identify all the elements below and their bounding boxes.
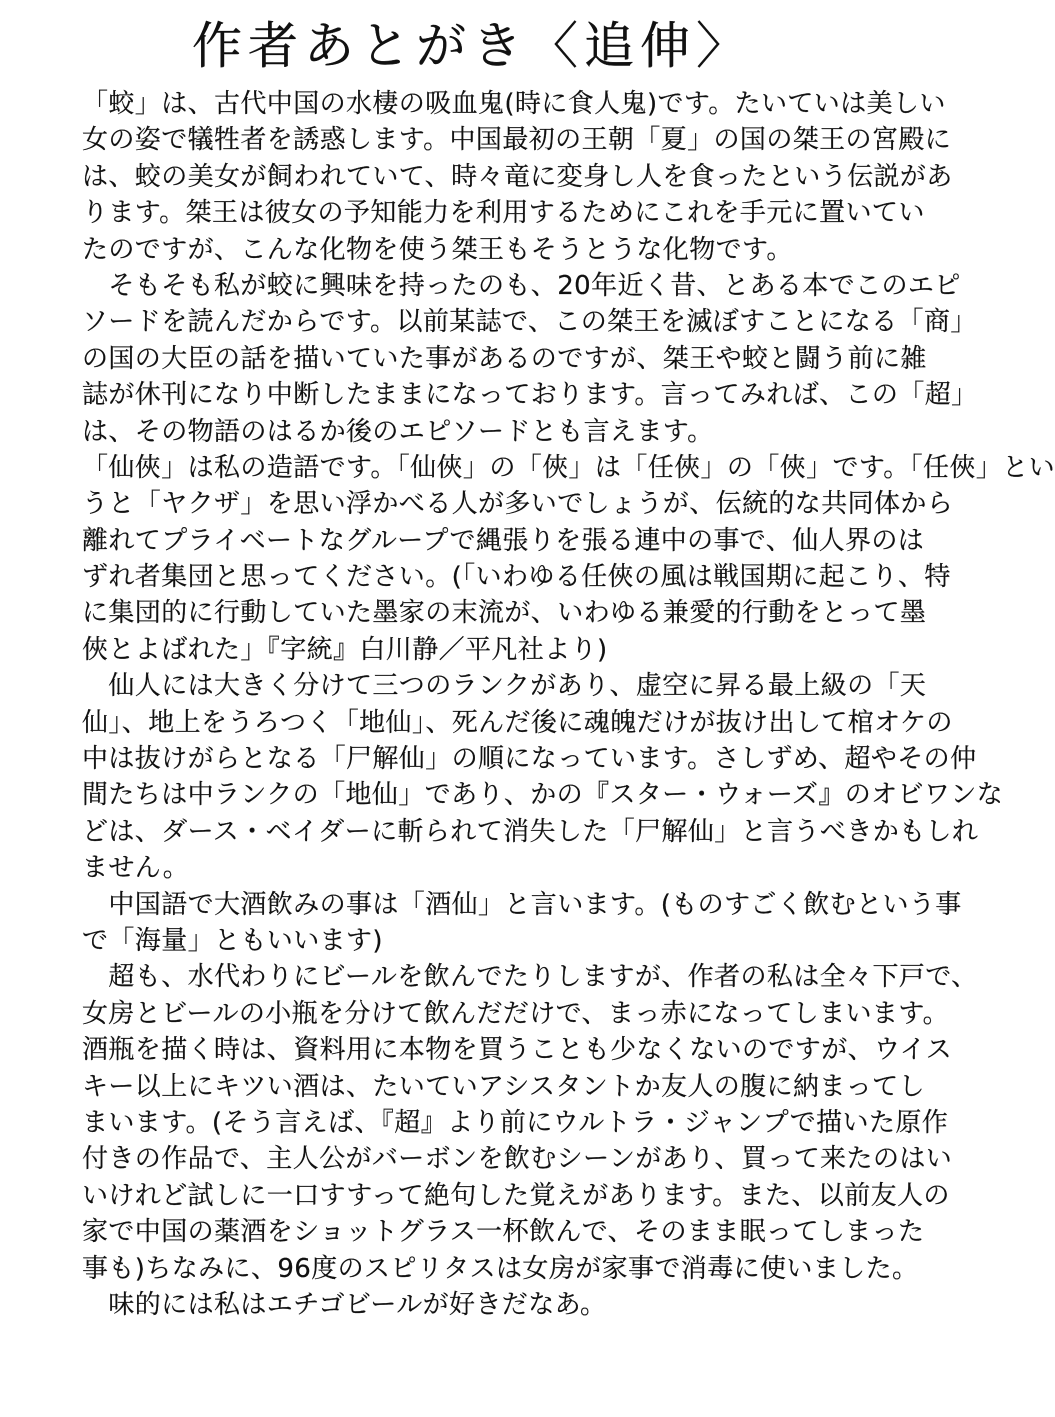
text-line: ずれ者集団と思ってください。(「いわゆる任俠の風は戦国期に起こり、特 bbox=[82, 562, 951, 593]
text-line: 仙人には大きく分けて三つのランクがあり、虚空に昇る最上級の「天 bbox=[82, 671, 927, 702]
text-line: 俠とよばれた」『字統』白川静／平凡社より) bbox=[82, 634, 608, 665]
text-line: どは、ダース・ベイダーに斬られて消失した「尸解仙」と言うべきかもしれ bbox=[82, 816, 979, 847]
text-line: 離れてプライベートなグループで縄張りを張る連中の事で、仙人界のは bbox=[82, 525, 925, 556]
text-line: 付きの作品で、主人公がバーボンを飲むシーンがあり、買って来たのはい bbox=[82, 1144, 953, 1175]
text-line: 「蛟」は、古代中国の水棲の吸血鬼(時に食人鬼)です。たいていは美しい bbox=[82, 89, 946, 119]
text-line: まいます。(そう言えば、『超』より前にウルトラ・ジャンプで描いた原作 bbox=[82, 1107, 949, 1138]
text-line: の国の大臣の話を描いていた事があるのですが、桀王や蛟と闘う前に雑 bbox=[82, 343, 927, 374]
text-line: 女の姿で犠牲者を誘惑します。中国最初の王朝「夏」の国の桀王の宮殿に bbox=[82, 125, 952, 156]
text-line: に集団的に行動していた墨家の末流が、いわゆる兼愛的行動をとって墨 bbox=[82, 598, 927, 629]
text-line: そもそも私が蛟に興味を持ったのも、20年近く昔、とある本でこのエピ bbox=[82, 270, 961, 301]
text-line: は、蛟の美女が飼われていて、時々竜に変身し人を食ったという伝説があ bbox=[82, 161, 953, 192]
text-line: は、その物語のはるか後のエピソードとも言えます。 bbox=[82, 416, 714, 447]
text-line: いけれど試しに一口すすって絶句した覚えがあります。また、以前友人の bbox=[82, 1180, 950, 1211]
text-line: 家で中国の薬酒をショットグラス一杯飲んで、そのまま眠ってしまった bbox=[82, 1217, 925, 1248]
text-line: 仙」、地上をうろつく「地仙」、死んだ後に魂魄だけが抜け出して棺オケの bbox=[82, 707, 953, 738]
text-line: 誌が休刊になり中断したままになっております。言ってみれば、この「超」 bbox=[82, 380, 978, 411]
text-line: キー以上にキツい酒は、たいていアシスタントか友人の腹に納まってし bbox=[82, 1071, 925, 1102]
text-line: 「仙俠」は私の造語です。「仙俠」の「俠」は「任俠」の「俠」です。「任俠」とい bbox=[82, 452, 1055, 483]
text-line: 超も、水代わりにビールを飲んでたりしますが、作者の私は全々下戸で、 bbox=[82, 962, 978, 993]
text-line: 間たちは中ランクの「地仙」であり、かの『スター・ウォーズ』のオビワンな bbox=[82, 780, 1004, 811]
text-line: で「海量」ともいいます) bbox=[82, 925, 383, 956]
text-line: うと「ヤクザ」を思い浮かべる人が多いでしょうが、伝統的な共同体から bbox=[82, 489, 954, 520]
text-line: 女房とビールの小瓶を分けて飲んだだけで、まっ赤になってしまいます。 bbox=[82, 998, 950, 1029]
text-line: 事も)ちなみに、96度のスピリタスは女房が家事で消毒に使いました。 bbox=[82, 1253, 919, 1284]
text-line: ソードを読んだからです。以前某誌で、この桀王を滅ぼすことになる「商」 bbox=[82, 307, 977, 338]
text-line: 酒瓶を描く時は、資料用に本物を買うことも少なくないのですが、ウイス bbox=[82, 1035, 953, 1066]
text-line: ります。桀王は彼女の予知能力を利用するためにこれを手元に置いてい bbox=[82, 198, 925, 229]
text-line: たのですが、こんな化物を使う桀王もそうとうな化物です。 bbox=[82, 234, 793, 265]
text-line: 味的には私はエチゴビールが好きだなあ。 bbox=[82, 1289, 607, 1320]
afterword-body bbox=[82, 86, 1055, 1323]
text-line: 中国語で大酒飲みの事は「酒仙」と言います。(ものすごく飲むという事 bbox=[82, 889, 962, 920]
page-title: 作者あとがき〈追伸〉 bbox=[192, 17, 752, 75]
text-line: ません。 bbox=[82, 853, 190, 884]
text-line: 中は抜けがらとなる「尸解仙」の順になっています。さしずめ、超やその仲 bbox=[82, 744, 977, 775]
